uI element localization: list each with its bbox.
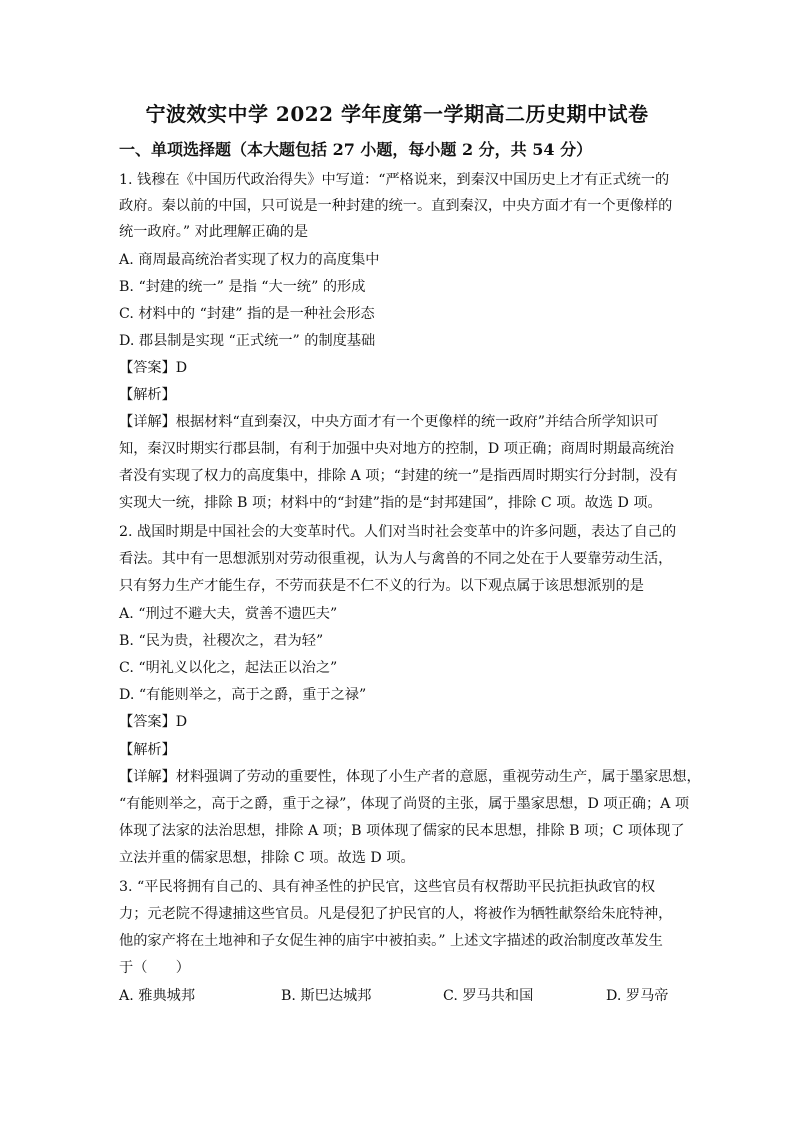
q2-option-d: D. “有能则举之，高于之爵，重于之禄” — [119, 687, 367, 703]
q3-stem-line: 他的家产将在土地神和子女促生神的庙宇中被拍卖。” 上述文字描述的政治制度改革发生 — [119, 933, 663, 949]
q1-option-c: C. 材料中的 “封建” 指的是一种社会形态 — [119, 306, 375, 322]
q3-option-a: A. 雅典城邦 — [119, 988, 196, 1004]
q2-option-c: C. “明礼义以化之，起法正以治之” — [119, 660, 338, 676]
q2-detail-line: 立法并重的儒家思想，排除 C 项。故选 D 项。 — [119, 850, 415, 866]
q1-answer: 【答案】D — [119, 360, 188, 376]
section-heading: 一、单项选择题（本大题包括 27 小题，每小题 2 分，共 54 分） — [119, 140, 593, 159]
q3-option-d: D. 罗马帝 — [606, 988, 669, 1004]
q3-stem-line: 3. “平民将拥有自己的、具有神圣性的护民官，这些官员有权帮助平民抗拒执政官的权 — [119, 879, 656, 895]
q1-detail-line: 知，秦汉时期实行郡县制，有利于加强中央对地方的控制，D 项正确；商周时期最高统治 — [119, 441, 675, 457]
q3-option-b: B. 斯巴达城邦 — [281, 988, 372, 1004]
q1-detail-line: 【详解】根据材料“直到秦汉，中央方面才有一个更像样的统一政府”并结合所学知识可 — [119, 414, 659, 430]
q1-stem-line: 统一政府。” 对此理解正确的是 — [119, 224, 309, 240]
q2-stem-line: 2. 战国时期是中国社会的大变革时代。人们对当时社会变革中的许多问题，表达了自己的 — [119, 524, 677, 540]
q2-option-b: B. “民为贵，社稷次之，君为轻” — [119, 633, 324, 649]
q3-stem-line: 力；元老院不得逮捕这些官员。凡是侵犯了护民官的人，将被作为牺牲献祭给朱庇特神， — [119, 906, 673, 922]
q1-option-a: A. 商周最高统治者实现了权力的高度集中 — [119, 252, 380, 268]
q1-option-d: D. 郡县制是实现 “正式统一” 的制度基础 — [119, 333, 376, 349]
q1-detail-line: 实现大一统，排除 B 项；材料中的“封建”指的是“封邦建国”，排除 C 项。故选 D 项。 — [119, 495, 662, 511]
q2-analysis-label: 【解析】 — [119, 742, 176, 758]
q1-option-b: B. “封建的统一” 是指 “大一统” 的形成 — [119, 279, 366, 295]
q2-option-a: A. “刑过不避大夫，赏善不遗匹夫” — [119, 606, 338, 622]
q3-stem-line: 于（ ） — [119, 960, 190, 976]
q2-detail-line: “有能则举之，高于之爵，重于之禄”，体现了尚贤的主张，属于墨家思想，D 项正确；A 项 — [119, 796, 690, 812]
q1-analysis-label: 【解析】 — [119, 387, 176, 403]
q2-detail-line: 体现了法家的法治思想，排除 A 项；B 项体现了儒家的民本思想，排除 B 项；C 项体现了 — [119, 823, 685, 839]
q2-stem-line: 看法。其中有一思想派别对劳动很重视，认为人与禽兽的不同之处在于人要靠劳动生活， — [119, 551, 673, 567]
q1-detail-line: 者没有实现了权力的高度集中，排除 A 项；“封建的统一”是指西周时期实行分封制，没有 — [119, 468, 678, 484]
q1-stem-line: 政府。秦以前的中国，只可说是一种封建的统一。直到秦汉，中央方面才有一个更像样的 — [119, 198, 673, 214]
q3-option-c: C. 罗马共和国 — [443, 988, 534, 1004]
q2-answer: 【答案】D — [119, 714, 188, 730]
q2-stem-line: 只有努力生产才能生存，不劳而获是不仁不义的行为。以下观点属于该思想派别的是 — [119, 578, 644, 594]
q1-stem-line: 1. 钱穆在《中国历代政治得失》中写道：“严格说来，到秦汉中国历史上才有正式统一的 — [119, 172, 670, 188]
page-title: 宁波效实中学 2022 学年度第一学期高二历史期中试卷 — [145, 102, 649, 126]
q2-detail-line: 【详解】材料强调了劳动的重要性，体现了小生产者的意愿，重视劳动生产，属于墨家思想， — [119, 769, 701, 785]
